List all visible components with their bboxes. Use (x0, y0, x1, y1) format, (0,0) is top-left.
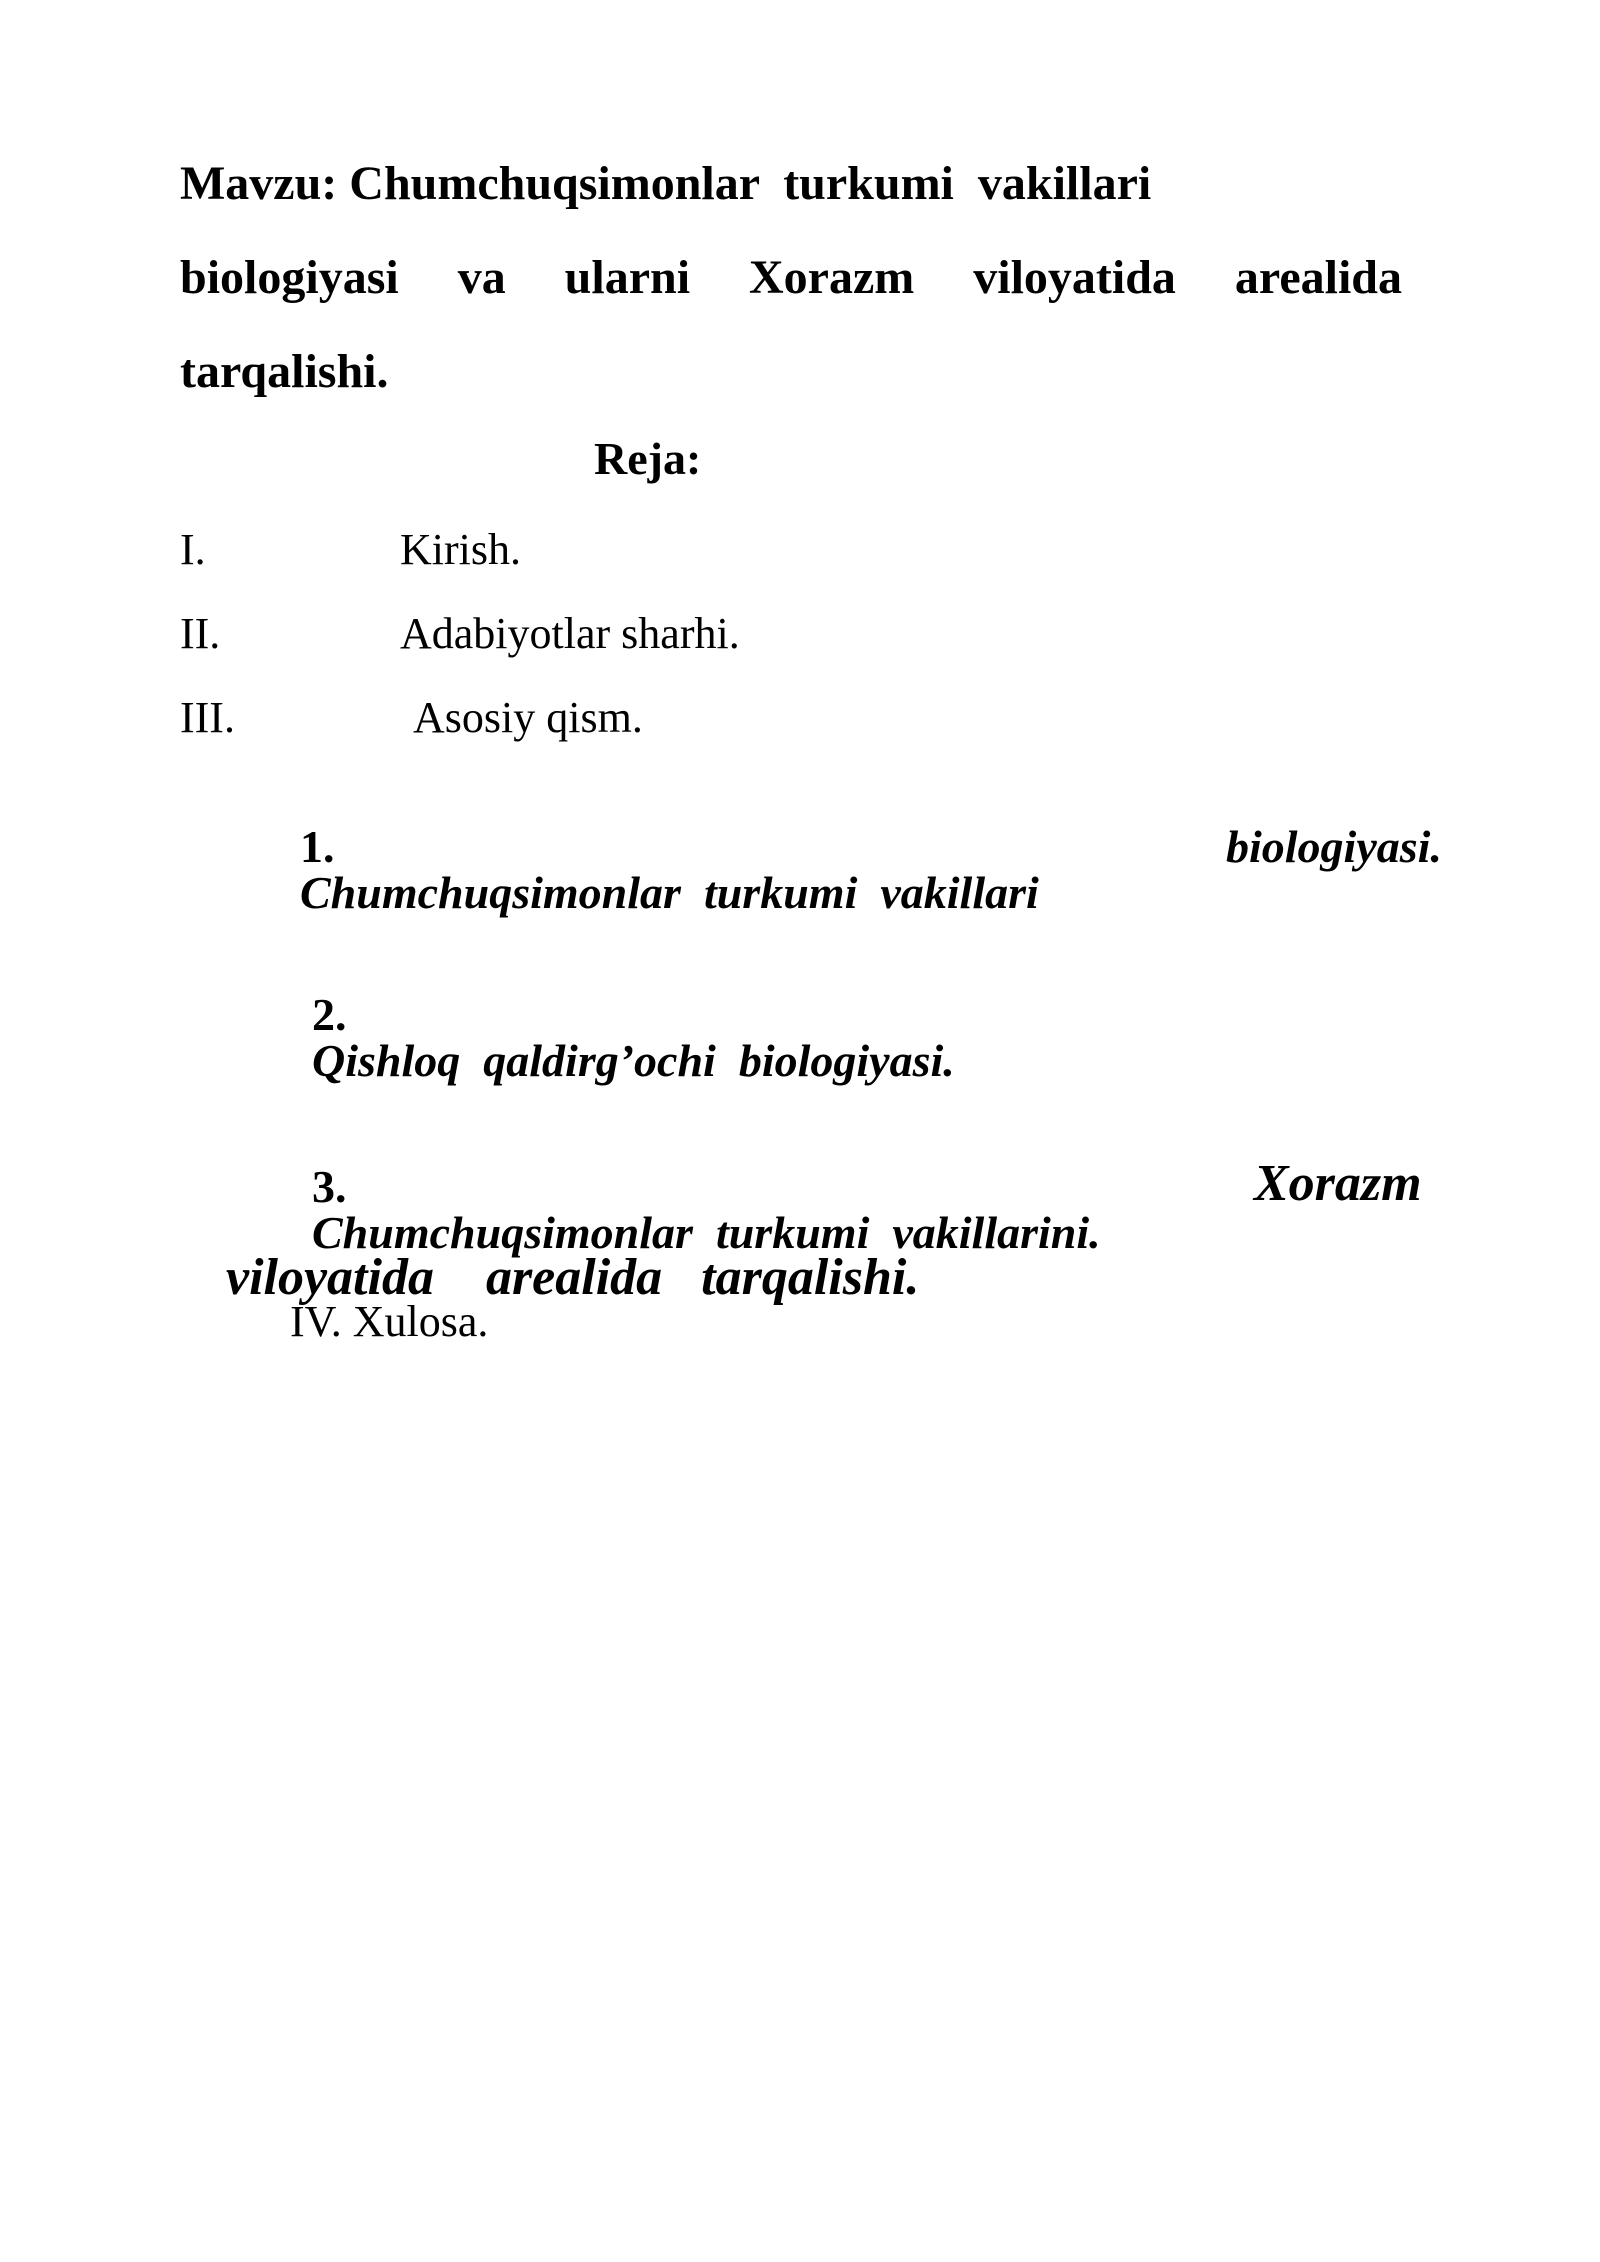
section-numeral-1: I. (180, 525, 206, 574)
title-word: viloyatida (973, 251, 1176, 304)
subsection-number: 2. (312, 989, 347, 1040)
subsection-2 (266, 946, 955, 1130)
title-line-1: Mavzu: Chumchuqsimonlar turkumi vakillari (180, 157, 1152, 210)
section-text-1: Kirish. (400, 525, 521, 574)
subsection-text: Chumchuqsimonlar turkumi vakillarini. (312, 1207, 1101, 1258)
subsection-text: Chumchuqsimonlar turkumi vakillari (300, 867, 1039, 918)
subsection-number: 3. (312, 1161, 347, 1212)
title-line-2 (180, 251, 1402, 304)
section-text-3: Asosiy qism. (413, 693, 643, 742)
plan-heading: Reja: (594, 433, 702, 484)
subsection-text: Qishloq qaldirg’ochi biologiyasi. (312, 1035, 955, 1086)
title-word: biologiyasi (180, 251, 399, 304)
title-word: va (457, 251, 506, 304)
subsection-1 (254, 778, 1039, 962)
title-word: ularni (564, 251, 691, 304)
subsection-number: 1. (300, 821, 335, 872)
title-word: arealida (1234, 251, 1402, 304)
title-word: Xorazm (749, 251, 915, 304)
subsection-3-tail: Xorazm (1254, 1155, 1422, 1212)
title-line-3: tarqalishi. (180, 345, 389, 398)
subsection-3-continuation: viloyatida arealida tarqalishi. (226, 1249, 920, 1306)
section-numeral-3: III. (180, 693, 235, 742)
conclusion-item: IV. Xulosa. (290, 1297, 489, 1346)
section-numeral-2: II. (180, 609, 221, 658)
section-text-2: Adabiyotlar sharhi. (400, 609, 740, 658)
subsection-1-tail: biologiyasi. (1226, 821, 1442, 872)
